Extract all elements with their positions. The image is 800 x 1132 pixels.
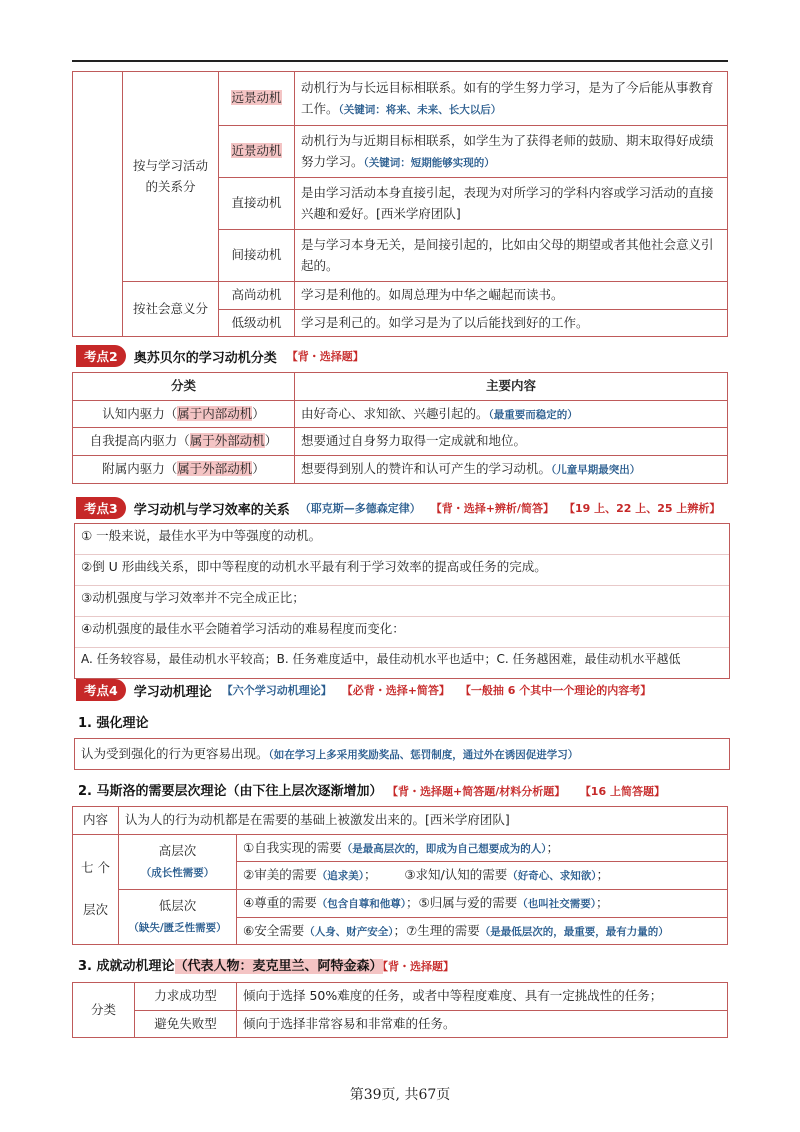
- motive-desc: 学习是利己的。如学习是为了以后能找到好的工作。: [295, 309, 728, 337]
- ausubel-table: [72, 372, 728, 484]
- motive-name: 直接动机: [219, 178, 295, 230]
- motive-desc: 动机行为与近期目标相联系，如学生为了获得老师的鼓励、期末取得好成绩努力学习。（关键词：短期能够实现的）: [295, 126, 728, 178]
- section-subtitle: 【六个学习动机理论】: [221, 684, 332, 697]
- drive-desc: 想要得到别人的赞许和认可产生的学习动机。（儿童早期最突出）: [295, 455, 728, 483]
- efficiency-line: ③动机强度与学习效率并不完全成正比；: [75, 586, 729, 617]
- group-social-label: 按社会意义分: [123, 282, 219, 337]
- motive-name: 间接动机: [219, 230, 295, 282]
- category-label: 分类: [73, 983, 135, 1038]
- motive-desc: 是由学习活动本身直接引起，表现为对所学习的学科内容或学习活动的直接兴趣和爱好。[西米学府团队]: [295, 178, 728, 230]
- subsection-title: 1. 强化理论: [78, 716, 149, 731]
- type-desc: 倾向于选择非常容易和非常难的任务。: [237, 1010, 728, 1038]
- efficiency-line: ②倒 U 形曲线关系，即中等程度的动机水平最有利于学习效率的提高或任务的完成。: [75, 555, 729, 586]
- section-exam-tag: 【19 上、22 上、25 上辨析】: [563, 502, 721, 515]
- need-row: ②审美的需要（追求美）； ③求知/认知的需要（好奇心、求知欲）；: [237, 862, 728, 890]
- section-title: 奥苏贝尔的学习动机分类: [133, 350, 277, 366]
- drive-name: 认知内驱力（属于内部动机）: [73, 400, 295, 428]
- reinforcement-box: [74, 738, 730, 770]
- motive-desc: 动机行为与长远目标相联系。如有的学生努力学习，是为了今后能从事教育工作。（关键词：将来、未来、长大以后）: [295, 72, 728, 126]
- efficiency-line: ④动机强度的最佳水平会随着学习活动的难易程度而变化：: [75, 617, 729, 648]
- type-desc: 倾向于选择 50%难度的任务，或者中等程度难度、具有一定挑战性的任务；: [237, 983, 728, 1011]
- drive-desc: 想要通过自身努力取得一定成就和地位。: [295, 428, 728, 456]
- subsection-title: 2. 马斯洛的需要层次理论（由下往上层次逐渐增加） 【背・选择题+简答题/材料分析题】 【16 上简答题】: [78, 784, 665, 799]
- section-header: [76, 679, 661, 701]
- need-row: ⑥安全需要（人身、财产安全）；⑦生理的需要（是最低层次的，最重要，最有力量的）: [237, 917, 728, 945]
- motive-name: 高尚动机: [219, 282, 295, 310]
- drive-desc: 由好奇心、求知欲、兴趣引起的。（最重要而稳定的）: [295, 400, 728, 428]
- section-badge: 考点3: [76, 497, 126, 519]
- content-text: 认为人的行为动机都是在需要的基础上被激发出来的。[西米学府团队]: [119, 807, 728, 835]
- blank-cell: [73, 72, 123, 337]
- header-content: 主要内容: [295, 373, 728, 401]
- seven-levels-label: 七 个 层次: [73, 834, 119, 945]
- group-study-label: 按与学习活动的关系分: [123, 72, 219, 282]
- efficiency-box: [74, 523, 730, 679]
- section-tag: 【必背・选择+简答】: [341, 684, 450, 697]
- section-badge: 考点2: [76, 345, 126, 367]
- reinforcement-text: 认为受到强化的行为更容易出现。（如在学习上多采用奖励奖品、惩罚制度，通过外在诱因促进学习）: [81, 746, 579, 761]
- section-title: 学习动机与学习效率的关系: [133, 502, 290, 518]
- type-name: 力求成功型: [135, 983, 237, 1011]
- section-law: （耶克斯—多德森定律）: [299, 502, 421, 515]
- header-category: 分类: [73, 373, 295, 401]
- section-exam-tag: 【一般抽 6 个其中一个理论的内容考】: [459, 684, 652, 697]
- section-tag: 【背・选择+辨析/简答】: [430, 502, 554, 515]
- top-rule: [72, 60, 728, 62]
- drive-name: 自我提高内驱力（属于外部动机）: [73, 428, 295, 456]
- need-row: ④尊重的需要（包含自尊和他尊）；⑤归属与爱的需要（也叫社交需要）；: [237, 889, 728, 917]
- page-number: 第39页, 共67页: [349, 1087, 451, 1103]
- motive-name: 近景动机: [219, 126, 295, 178]
- high-level-label: 高层次 （成长性需要）: [119, 834, 237, 889]
- type-name: 避免失败型: [135, 1010, 237, 1038]
- content-label: 内容: [73, 807, 119, 835]
- efficiency-line: A. 任务较容易，最佳动机水平较高；B. 任务难度适中，最佳动机水平也适中；C. 任务越困难，最佳动机水平越低: [81, 652, 681, 666]
- drive-name: 附属内驱力（属于外部动机）: [73, 455, 295, 483]
- maslow-table: [72, 806, 728, 945]
- section-header: [76, 345, 374, 367]
- need-row: ①自我实现的需要（是最高层次的，即成为自己想要成为的人）；: [237, 834, 728, 862]
- motive-desc: 是与学习本身无关，是间接引起的，比如由父母的期望或者其他社会意义引起的。: [295, 230, 728, 282]
- achievement-table: [72, 982, 728, 1038]
- section-title: 学习动机理论: [133, 684, 212, 700]
- motive-name: 远景动机: [219, 72, 295, 126]
- motive-name: 低级动机: [219, 309, 295, 337]
- low-level-label: 低层次 （缺失/匮乏性需要）: [119, 889, 237, 944]
- efficiency-line: ① 一般来说，最佳水平为中等强度的动机。: [75, 524, 729, 555]
- subsection-title: 3. 成就动机理论（代表人物：麦克里兰、阿特金森）【背・选择题】: [78, 959, 455, 974]
- section-tag: 【背・选择题】: [286, 350, 364, 363]
- motivation-classification-table: [72, 71, 728, 337]
- section-badge: 考点4: [76, 679, 126, 701]
- motive-desc: 学习是利他的。如周总理为中华之崛起而读书。: [295, 282, 728, 310]
- section-header: [76, 497, 730, 519]
